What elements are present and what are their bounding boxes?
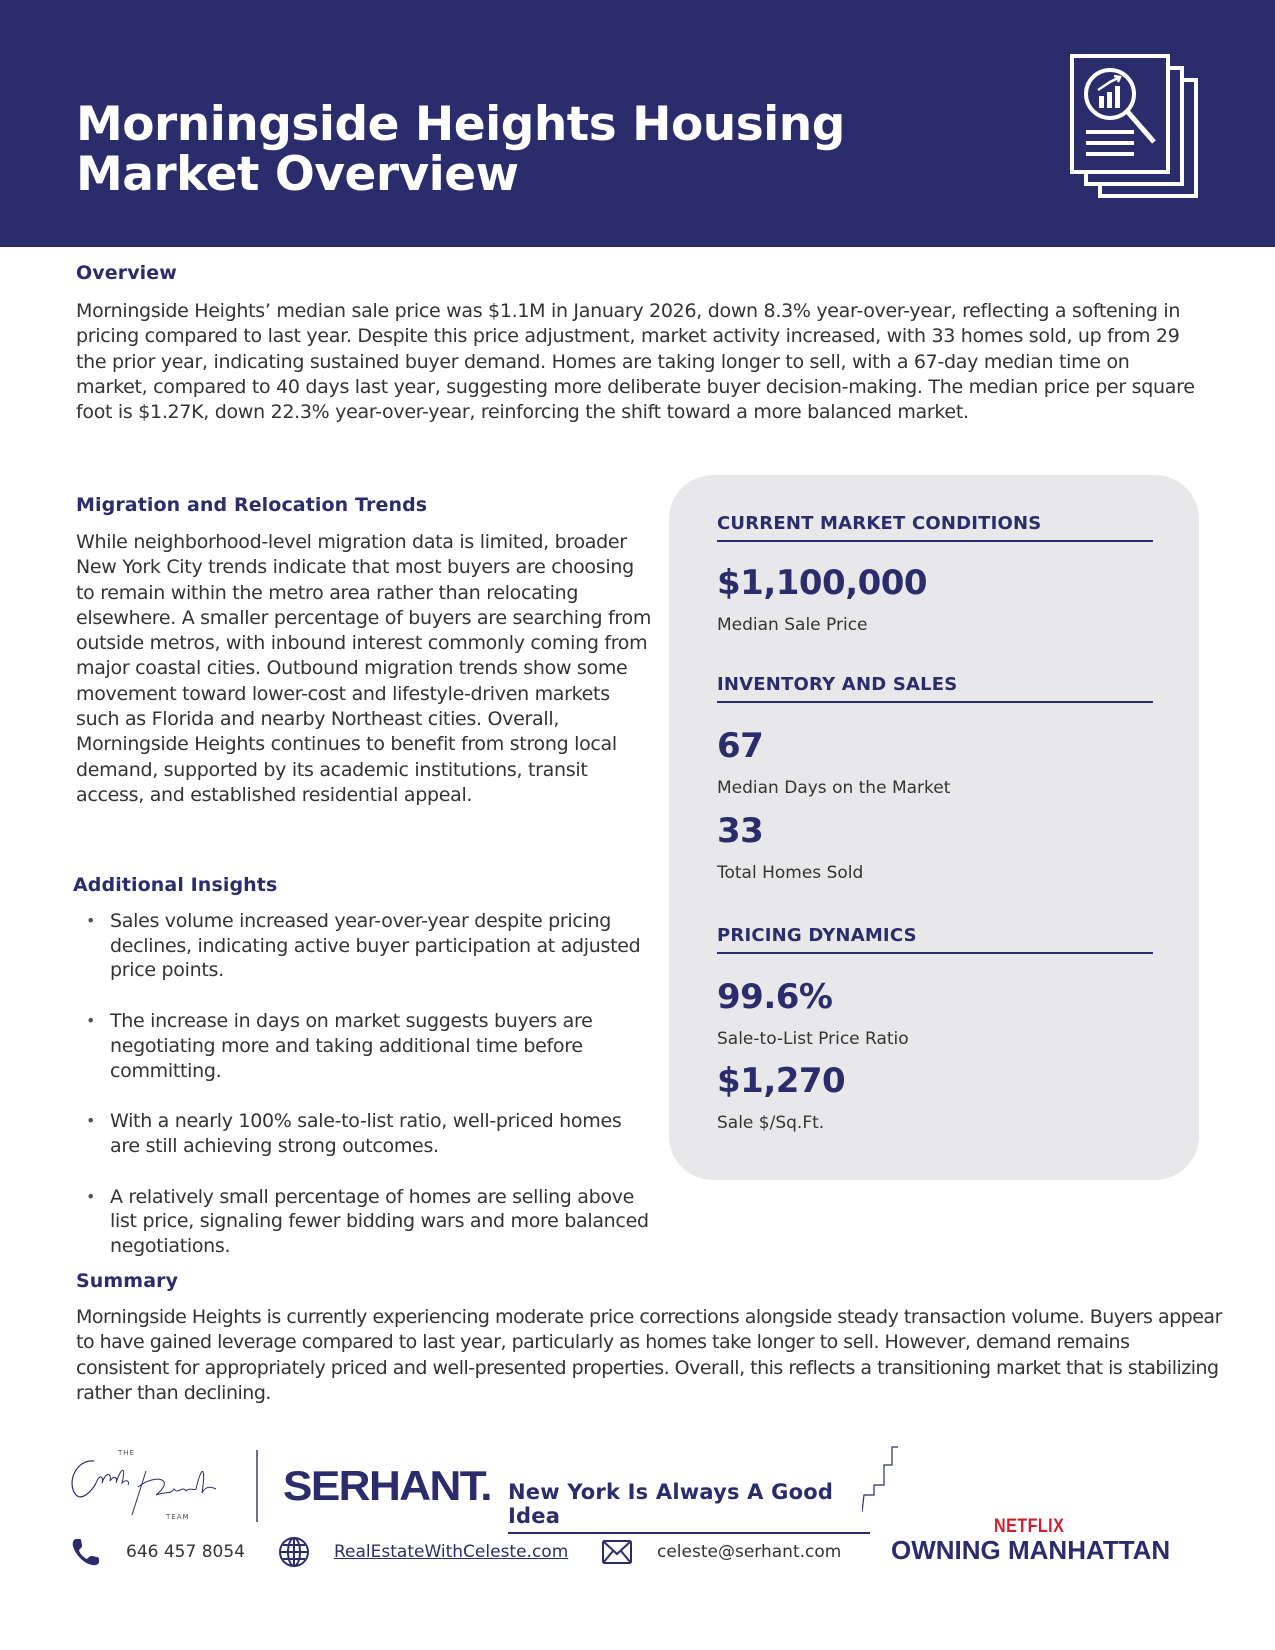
bullet-icon: •: [86, 911, 96, 930]
median-days-label: Median Days on the Market: [717, 778, 951, 798]
homes-sold-label: Total Homes Sold: [717, 863, 864, 883]
serhant-logo: SERHANT.: [283, 1462, 491, 1509]
logo-the-text: THE: [118, 1449, 135, 1457]
insights-heading: Additional Insights: [73, 874, 278, 896]
phone-icon: [70, 1536, 102, 1568]
insights-list: [76, 909, 656, 1285]
contact-phone[interactable]: [70, 1536, 245, 1568]
pricing-heading: PRICING DYNAMICS: [717, 925, 1153, 954]
contact-website[interactable]: [278, 1536, 568, 1568]
homes-sold-value: 33: [717, 811, 764, 851]
page-title: [76, 97, 976, 202]
bullet-icon: •: [86, 1011, 96, 1031]
list-item: [76, 1109, 656, 1158]
netflix-logo: NETFLIX: [994, 1516, 1065, 1537]
page-title-line-1: Morningside Heights Housing: [76, 97, 845, 152]
market-stats-card: [669, 475, 1199, 1180]
overview-heading: Overview: [76, 262, 177, 284]
nyc-skyline-icon: [862, 1385, 1217, 1517]
list-item: [76, 909, 656, 983]
email-address[interactable]: celeste@serhant.com: [657, 1542, 842, 1562]
contact-email[interactable]: [601, 1536, 841, 1568]
list-item: [76, 1185, 656, 1259]
insight-text: With a nearly 100% sale-to-list ratio, well-priced homes are still achieving strong outcomes.: [110, 1110, 622, 1157]
median-days-value: 67: [717, 726, 764, 766]
globe-icon: [278, 1536, 310, 1568]
inventory-heading: INVENTORY AND SALES: [717, 674, 1153, 703]
celeste-pandhi-team-logo: [66, 1443, 236, 1523]
insight-text: Sales volume increased year-over-year despite pricing declines, indicating active buyer participation at adjusted price points.: [110, 910, 641, 982]
tagline: New York Is Always A Good Idea: [508, 1480, 870, 1534]
website-link[interactable]: RealEstateWithCeleste.com: [334, 1542, 569, 1562]
header-banner: [0, 0, 1275, 247]
footer-divider: [256, 1450, 258, 1522]
bullet-icon: •: [86, 1111, 96, 1131]
migration-paragraph: While neighborhood-level migration data is limited, broader New York City trends indicate that most buyers are choosing to remain within the metro area rather than relocating elsewhere. A smaller percentage of buyers are searching from outside metros, with inbound interest commonly coming from major coastal cities. Outbound migration trends show some movement toward lower-cost and lifestyle-driven markets such as Florida and nearby Northeast cities. Overall, Morningside Heights continues to benefit from strong local demand, supported by its academic institutions, transit access, and established residential appeal.: [76, 531, 652, 806]
median-sale-price-value: $1,100,000: [717, 563, 928, 603]
overview-paragraph: Morningside Heights’ median sale price was $1.1M in January 2026, down 8.3% year-over-year, reflecting a softening in pricing compared to last year. Despite this price adjustment, market activity increased, with 33 homes sold, up from 29 the prior year, indicating sustained buyer demand. Homes are taking longer to sell, with a 67-day median time on market, compared to 40 days last year, suggesting more deliberate buyer decision-making. The median price per square foot is $1.27K, down 22.3% year-over-year, reinforcing the shift toward a more balanced market.: [76, 300, 1195, 424]
owning-manhattan-logo: OWNING MANHATTAN: [891, 1535, 1171, 1565]
envelope-icon: [601, 1536, 633, 1568]
logo-team-text: TEAM: [166, 1513, 190, 1521]
summary-paragraph: Morningside Heights is currently experiencing moderate price corrections alongside steady transaction volume. Buyers appear to have gained leverage compared to last year, particularly as homes take longer to sell. However, demand remains consistent for appropriately priced and well-presented properties. Overall, this reflects a transitioning market that is stabilizing rather than declining.: [76, 1306, 1222, 1404]
sale-to-list-value: 99.6%: [717, 977, 833, 1017]
insight-text: The increase in days on market suggests buyers are negotiating more and taking additional time before committing.: [110, 1010, 593, 1082]
current-market-heading: CURRENT MARKET CONDITIONS: [717, 513, 1153, 542]
phone-number[interactable]: 646 457 8054: [126, 1542, 245, 1562]
sale-to-list-label: Sale-to-List Price Ratio: [717, 1029, 909, 1049]
list-item: [76, 1009, 656, 1083]
page-title-line-2: Market Overview: [76, 147, 519, 202]
migration-heading: Migration and Relocation Trends: [76, 494, 428, 516]
price-sqft-value: $1,270: [717, 1061, 846, 1101]
bullet-icon: •: [86, 1186, 96, 1206]
report-analytics-icon: [1068, 52, 1202, 200]
median-sale-price-label: Median Sale Price: [717, 615, 868, 635]
price-sqft-label: Sale $/Sq.Ft.: [717, 1113, 825, 1133]
insight-text: A relatively small percentage of homes are selling above list price, signaling fewer bidding wars and more balanced negotiations.: [110, 1185, 649, 1258]
summary-heading: Summary: [76, 1270, 179, 1292]
